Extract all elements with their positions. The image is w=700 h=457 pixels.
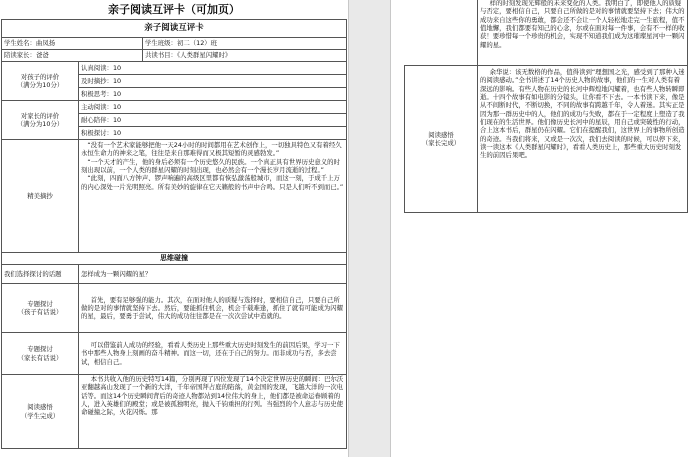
student-reading-text: 本书共收入他的历史特写14篇，分别再现了四位发现了14个决定世界历史的瞬间：巴尔沃亚翻越高山发现了一个新的大洋，千年帝国拜占庭的陷落，黄金国的发现，飞越大洋的一次电话等。而这14个历史瞬间背后的奇迹人物都站到14位伟大的身上，他们都是被命运眷顾着的人，进入英雄们的殿堂；或是被孤独明亮，抛入千钧重担的行列。当强烈的个人意志与历史使命碰撞之际，火花闪烁。那 — [81, 375, 344, 417]
child-eval-item: 及时摘抄：10 — [79, 75, 347, 88]
parent-reading-text: 余华说：该无数格的作品，值得读到“理想国之光，感受到了那种入迷的阅读感动。”全书讲述了14个历史人物的故事，他们的一生对人类有着深远的影响。有些人物在历史的长河中辉煌地闪耀着，也有些人物转瞬即逝。十四个故事有如电影的分镜头，让你看不下去。一本书读下来，像是从不间断时代，不断切换，不同的故事有跨越千年，令人着迷。其实正是因为那一群历史中的人，他们的成功与失败，都在于一定程度上塑造了我们现在的生活世界。他们像历史长河中的星辰，用自己或突破性的行动，合上这本书后，群星仍在闪耀。它们在提醒我们，这世界上的事物所创造的奇迹。当我们将来，又或是一次次，我们去阅读的时候，可以停下来，读一读这本《人类群星闪耀时》，看看人类历史上，那些重大历史时刻发生的前因后果吧。 — [480, 68, 685, 160]
child-eval-item: 积极思考：10 — [79, 88, 347, 101]
parent-discussion-text: 可以借鉴前人成功的经验，看看人类历史上那些重大历史时刻发生的前因后果，学习一下书中那些人物身上刻画的奋斗精神。而这一切，还在于自己的努力。而非成功与否，多去尝试，相信自己。 — [81, 341, 340, 366]
excerpt-quote: “此刻，四面八方钟声、锣声响遍的高级区里都有恢弘激荡般城市，而这一刻，于成千上万的内心深处一片光明照亮。所有美妙的旋律在它天籁般的书声中合鸣。只是人们听不到而已。” — [81, 174, 344, 191]
child-eval-label: 对孩子的评价 （满分为10分） — [2, 62, 79, 101]
card-title: 亲子阅读互评卡 — [2, 20, 347, 38]
student-reading-label: 阅读感悟 （学生完成） — [2, 375, 79, 449]
parent-eval-item: 主动阅读：10 — [79, 101, 347, 114]
topic-value: 怎样成为一颗闪耀的星？ — [79, 265, 347, 284]
student-reading-continued: 样的时刻发现光辉般的未来变化的人类。我明白了，即使他人的质疑与否定，要相信自己，只要自己所做的是对的事情就要坚持下去；伟大的成功来自这些你的勇敢，都会还不会让一个人轻松地走完一生旅程，值不值地懈，我们都要有知己的心念，尔或在面对每一件事，会有不一样的收获！要珍惜每一个珍贵的机会，实现不知道我们成为这璀璨星河中一颗闪耀的星。 — [480, 0, 685, 49]
student-name: 学生姓名：曲凤扬 — [2, 38, 143, 50]
card-table-continued — [404, 0, 688, 213]
excerpt-label: 精美摘抄 — [2, 140, 79, 253]
excerpt-quote: “一个天才的产生，他的身后必须有一个历史悠久的民族。一个真正具有世界历史意义的时刻出现以前，一个人类的群星闪耀的时刻出现，也必然会有一个漫长岁月流逝的过程。” — [81, 157, 340, 174]
document-page-left — [0, 0, 349, 457]
parent-eval-item: 积极探讨：10 — [79, 127, 347, 140]
excerpt-quote: “没有一个艺术家能够把他一天24小时的时间都用在艺术创作上，一切独具特色又有着经久永恒生命力的神来之笔，往往是来自那难得而又极其短暂的灵感勃发。” — [81, 141, 342, 158]
student-class: 学生班级：初二（12）班 — [143, 38, 347, 50]
section-thinking: 思维碰撞 — [2, 253, 347, 265]
parent-eval-label: 对家长的评价 （满分为10分） — [2, 101, 79, 140]
topic-label: 我们选择探讨的话题 — [2, 265, 79, 284]
parent-eval-item: 耐心陪伴：10 — [79, 114, 347, 127]
document-title: 亲子阅读互评卡（可加页） — [108, 3, 240, 16]
parent-discussion-label: 专题探讨 （家长有话说） — [2, 333, 79, 375]
parent-reading-label: 阅读感悟 （家长完成） — [405, 66, 478, 213]
child-eval-item: 认真阅读：10 — [79, 62, 347, 75]
book-title: 共读书目：《人类群星闪耀时》 — [143, 50, 347, 62]
child-discussion-text: 首先，要有足够强的能力。其次，在面对他人的质疑与选择时，要相信自己，只要自己所做的是对的事情就坚持下去。然后，要能抓住机会，机会千载难逢，抓住了就有可能成为闪耀的星，最后，要勇于尝试，伟大的成功往往都是在一次次尝试中造就的。 — [81, 295, 344, 321]
parent-name: 陪读家长：爸爸 — [2, 50, 143, 62]
child-discussion-label: 专题探讨 （孩子有话说） — [2, 284, 79, 333]
card-table — [1, 19, 347, 449]
document-page-right — [390, 0, 700, 457]
